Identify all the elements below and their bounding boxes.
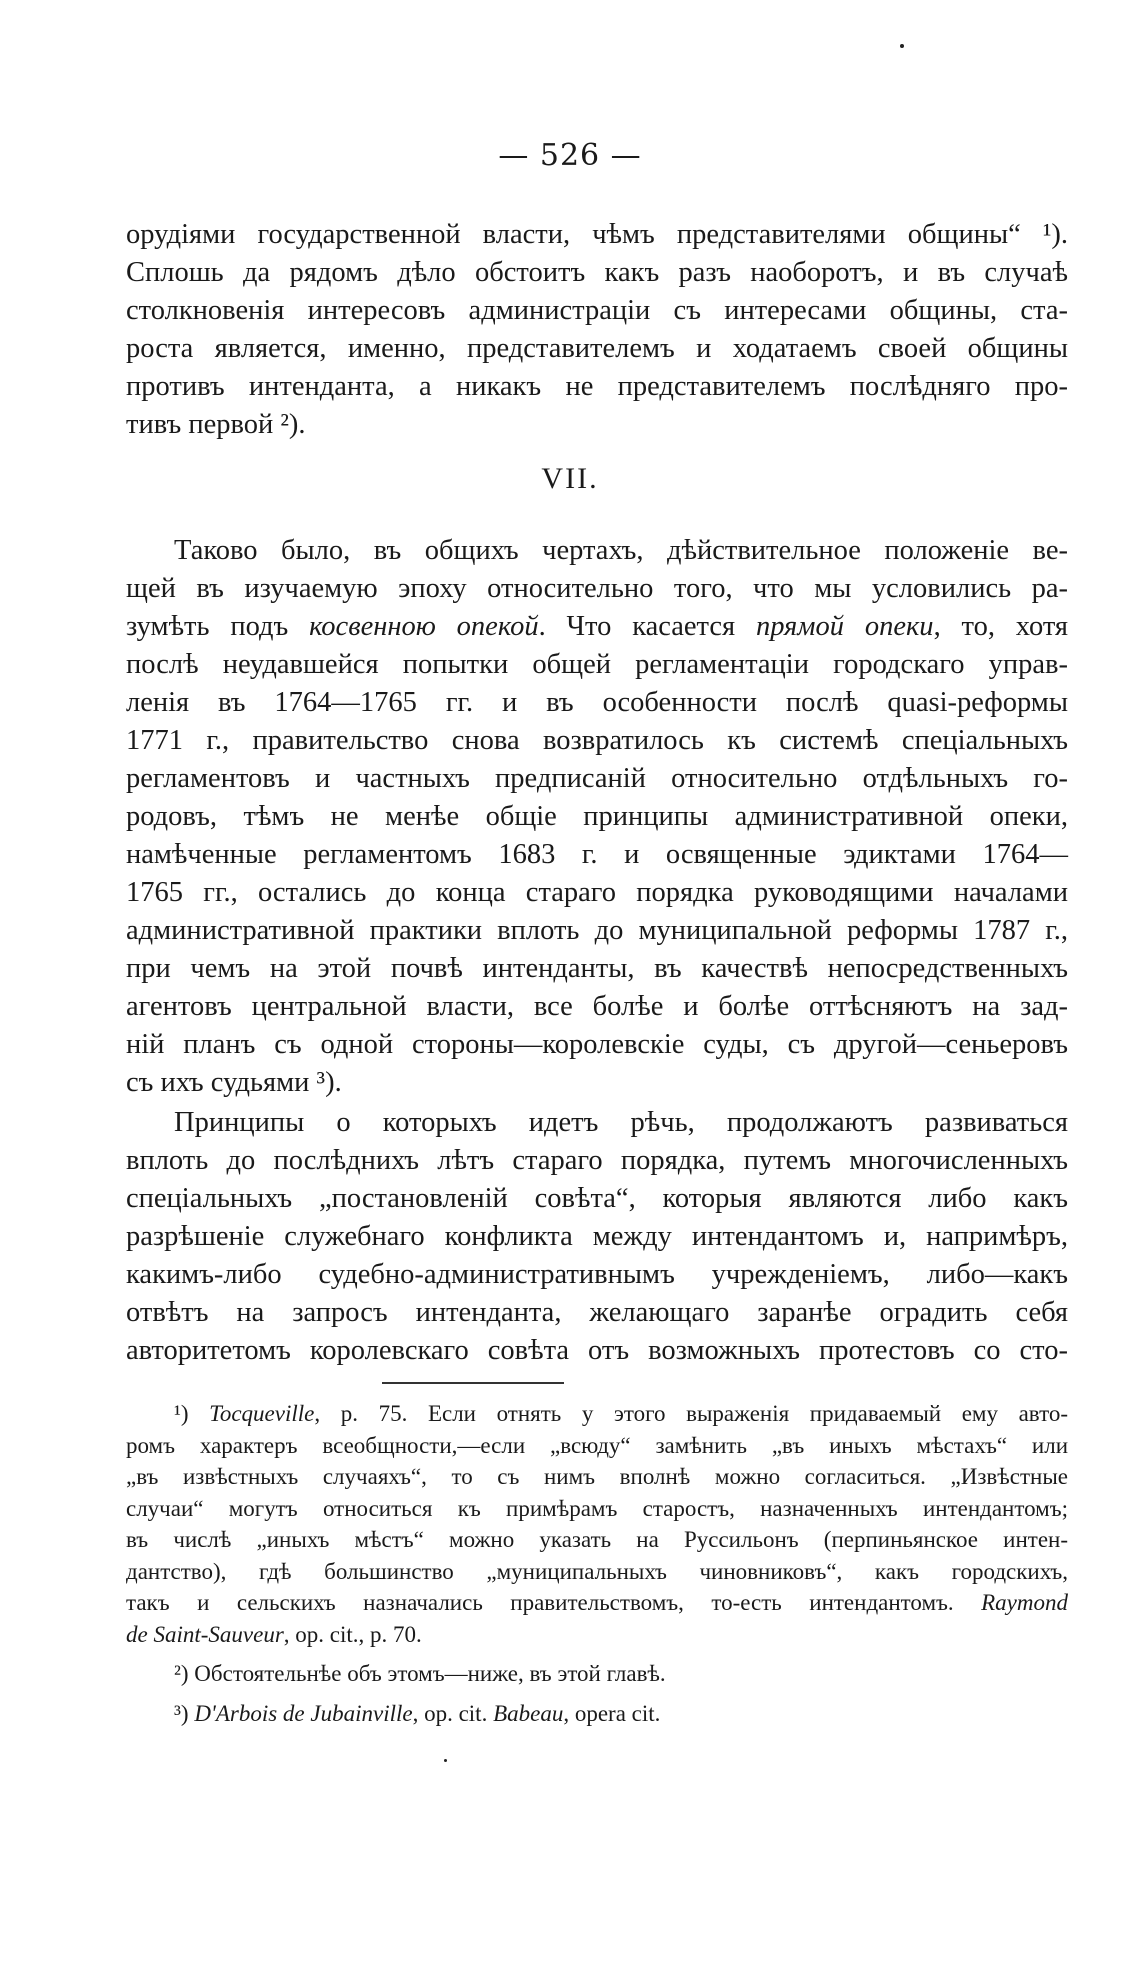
footnote-rule — [382, 1382, 564, 1384]
cited-author: Babeau — [493, 1700, 564, 1726]
italic-term: косвенною опекой — [309, 611, 539, 642]
footnote-2: ²) Обстоятельнѣе объ этомъ—ниже, въ этой главѣ. — [174, 1661, 666, 1686]
text-line: отвѣтъ на запросъ интенданта, желающаго заранѣе оградить себя — [126, 1297, 1068, 1328]
paragraph-main — [126, 532, 1068, 1102]
text-run: , то, хотя — [933, 611, 1069, 642]
footnote-1-line: ромъ характеръ всеобщности,—если „всюду“ замѣнить „въ иныхъ мѣстахъ“ или — [126, 1432, 1068, 1458]
text-line: съ ихъ судьями ³). — [126, 1067, 342, 1098]
text-line: орудіями государственной власти, чѣмъ представителями общины“ ¹). — [126, 219, 1068, 250]
text-run: , op. cit., p. 70. — [283, 1621, 422, 1647]
text-line: административной практики вплоть до муниципальной реформы 1787 г., — [126, 915, 1068, 946]
text-line: ленія въ 1764—1765 гг. и въ особенности послѣ quasi-реформы — [126, 687, 1068, 718]
footnote-1-line: дантство), гдѣ большинство „муниципальныхъ чиновниковъ“, какъ городскихъ, — [126, 1558, 1068, 1584]
footnote-1-line: въ числѣ „иныхъ мѣстъ“ можно указать на Руссильонъ (перпиньянское интен- — [126, 1527, 1068, 1552]
footnote-1-line: случаи“ могутъ относиться къ примѣрамъ старостъ, назначенныхъ интендантомъ; — [126, 1495, 1068, 1521]
italic-term: прямой опеки — [755, 611, 934, 642]
text-line: регламентовъ и частныхъ предписаній относительно отдѣльныхъ го- — [126, 763, 1068, 794]
text-line: послѣ неудавшейся попытки общей регламентаціи городскаго управ- — [126, 649, 1068, 680]
footnote-marker: ¹) — [174, 1401, 210, 1426]
ink-speck — [444, 1759, 447, 1762]
text-run: , opera cit. — [563, 1700, 661, 1726]
text-line: агентовъ центральной власти, все болѣе и болѣе оттѣсняютъ на зад- — [126, 991, 1068, 1022]
text-line: противъ интенданта, а никакъ не представителемъ послѣдняго про- — [126, 371, 1068, 402]
cited-author: D'Arbois de Jubainville — [194, 1700, 413, 1726]
footnote-1-line — [126, 1587, 1068, 1619]
paragraph-continuation — [126, 216, 1068, 444]
text-line: Таково было, въ общихъ чертахъ, дѣйствительное положеніе ве- — [174, 535, 1068, 566]
text-run: , op. cit. — [412, 1700, 494, 1726]
text-line: роста является, именно, представителемъ и ходатаемъ своей общины — [126, 333, 1068, 364]
text-line: родовъ, тѣмъ не менѣе общіе принципы административной опеки, — [126, 801, 1068, 832]
cited-author: de Saint-Sauveur — [126, 1621, 284, 1647]
footnote-1-line: „въ извѣстныхъ случаяхъ“, то съ нимъ вполнѣ можно согласиться. „Извѣстные — [126, 1464, 1068, 1489]
ink-speck — [900, 44, 904, 48]
text-line: авторитетомъ королевскаго совѣта отъ возможныхъ протестовъ со сто- — [126, 1335, 1068, 1366]
text-line: 1771 г., правительство снова возвратилось къ системѣ спеціальныхъ — [126, 725, 1068, 756]
text-line-mixed — [126, 608, 1068, 646]
text-run: такъ и сельскихъ назначались правительствомъ, то-есть интендантомъ. — [126, 1590, 982, 1615]
paragraph-principles — [126, 1104, 1068, 1370]
text-run: . Что касается — [538, 611, 756, 642]
footnote-1-line — [126, 1398, 1068, 1430]
section-heading: VII. — [541, 462, 599, 495]
text-line: спеціальныхъ „постановленій совѣта“, которыя являются либо какъ — [126, 1183, 1068, 1214]
cited-author: Raymond — [981, 1590, 1068, 1615]
text-line: разрѣшеніе служебнаго конфликта между интендантомъ и, напримѣръ, — [126, 1221, 1068, 1252]
text-line: ній планъ съ одной стороны—королевскіе суды, съ другой—сеньеровъ — [126, 1029, 1068, 1060]
text-line: щей въ изучаемую эпоху относительно того, что мы условились ра- — [126, 573, 1068, 604]
footnote-1-line — [126, 1619, 1068, 1651]
text-line: Принципы о которыхъ идетъ рѣчь, продолжаютъ развиваться — [174, 1107, 1068, 1138]
text-run: , p. 75. Если отнять у этого выраженія придаваемый ему авто- — [314, 1401, 1068, 1426]
text-line: вплоть до послѣднихъ лѣтъ стараго порядка, путемъ многочисленныхъ — [126, 1145, 1068, 1176]
footnote-gap — [126, 1690, 1068, 1698]
text-line: при чемъ на этой почвѣ интенданты, въ качествѣ непосредственныхъ — [126, 953, 1068, 984]
text-line: 1765 гг., остались до конца стараго порядка руководящими началами — [126, 877, 1068, 908]
cited-author: Tocqueville — [209, 1401, 315, 1426]
text-run: зумѣть подъ — [126, 611, 310, 642]
footnote-marker: ³) — [174, 1700, 195, 1726]
footnote-gap — [126, 1650, 1068, 1658]
text-line: намѣченные регламентомъ 1683 г. и освященные эдиктами 1764— — [126, 839, 1068, 870]
page-number: — 526 — — [498, 138, 642, 173]
text-line: какимъ-либо судебно-административнымъ учрежденіемъ, либо—какъ — [126, 1259, 1068, 1290]
text-line: тивъ первой ²). — [126, 409, 306, 440]
text-line: Сплошь да рядомъ дѣло обстоитъ какъ разъ наоборотъ, и въ случаѣ — [126, 257, 1068, 288]
footnote-3 — [126, 1698, 1068, 1730]
footnotes — [126, 1398, 1068, 1729]
text-line: столкновенія интересовъ администраціи съ интересами общины, ста- — [126, 295, 1068, 326]
